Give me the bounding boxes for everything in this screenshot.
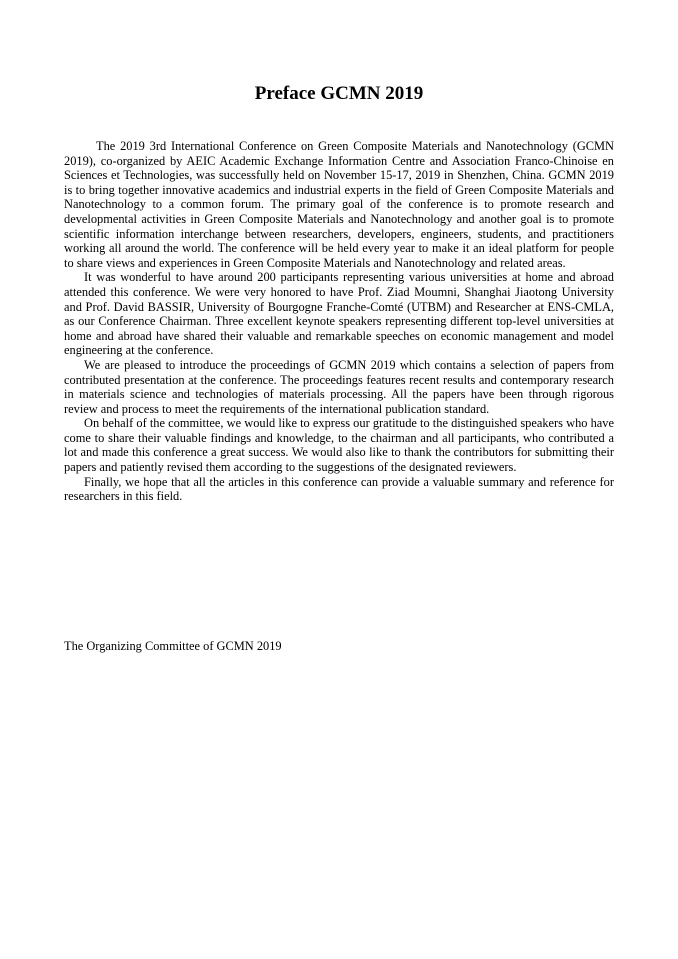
paragraph-participants: It was wonderful to have around 200 participants representing various universities at home and abroad attended this conference. We were very honored to have Prof. Ziad Moumni, Shanghai Jiaotong University and Prof. David BASSIR, University of Bourgogne Franche-Comté (UTBM) and Researcher at ENS-CMLA, as our Conference Chairman. Three excellent keynote speakers representing different top-level universities at home and abroad have shared their valuable and remarkable speeches on economic management and model engineering at the conference.: [64, 270, 614, 358]
page-title: Preface GCMN 2019: [254, 83, 424, 104]
paragraph-proceedings: We are pleased to introduce the proceedings of GCMN 2019 which contains a selection of papers from contributed presentation at the conference. The proceedings features recent results and contemporary research in materials science and technologies of materials processing. All the papers have been through rigorous review and process to meet the requirements of the international publication standard.: [64, 357, 614, 416]
paragraph-acknowledgements: On behalf of the committee, we would like to express our gratitude to the distinguished speakers who have come to share their valuable findings and knowledge, to the chairman and all participants, who contributed a lot and made this conference a great success. We would also like to thank the contributors for submitting their papers and patiently revised them according to the suggestions of the designated reviewers.: [64, 416, 614, 475]
preface-body: [64, 139, 614, 504]
paragraph-closing: Finally, we hope that all the articles in this conference can provide a valuable summary and reference for researchers in this field.: [64, 474, 614, 504]
paragraph-intro: The 2019 3rd International Conference on Green Composite Materials and Nanotechnology (GCMN 2019), co-organized by AEIC Academic Exchange Information Centre and Association Franco-Chinoise en Sciences et Technologies, was successfully held on November 15-17, 2019 in Shenzhen, China. GCMN 2019 is to bring together innovative academics and industrial experts in the field of Green Composite Materials and Nanotechnology to a common forum. The primary goal of the conference is to promote research and developmental activities in Green Composite Materials and Nanotechnology and another goal is to promote scientific information interchange between researchers, developers, engineers, students, and practitioners working all around the world. The conference will be held every year to make it an ideal platform for people to share views and experiences in Green Composite Materials and Nanotechnology and related areas.: [64, 139, 614, 270]
signature: The Organizing Committee of GCMN 2019: [64, 639, 282, 653]
